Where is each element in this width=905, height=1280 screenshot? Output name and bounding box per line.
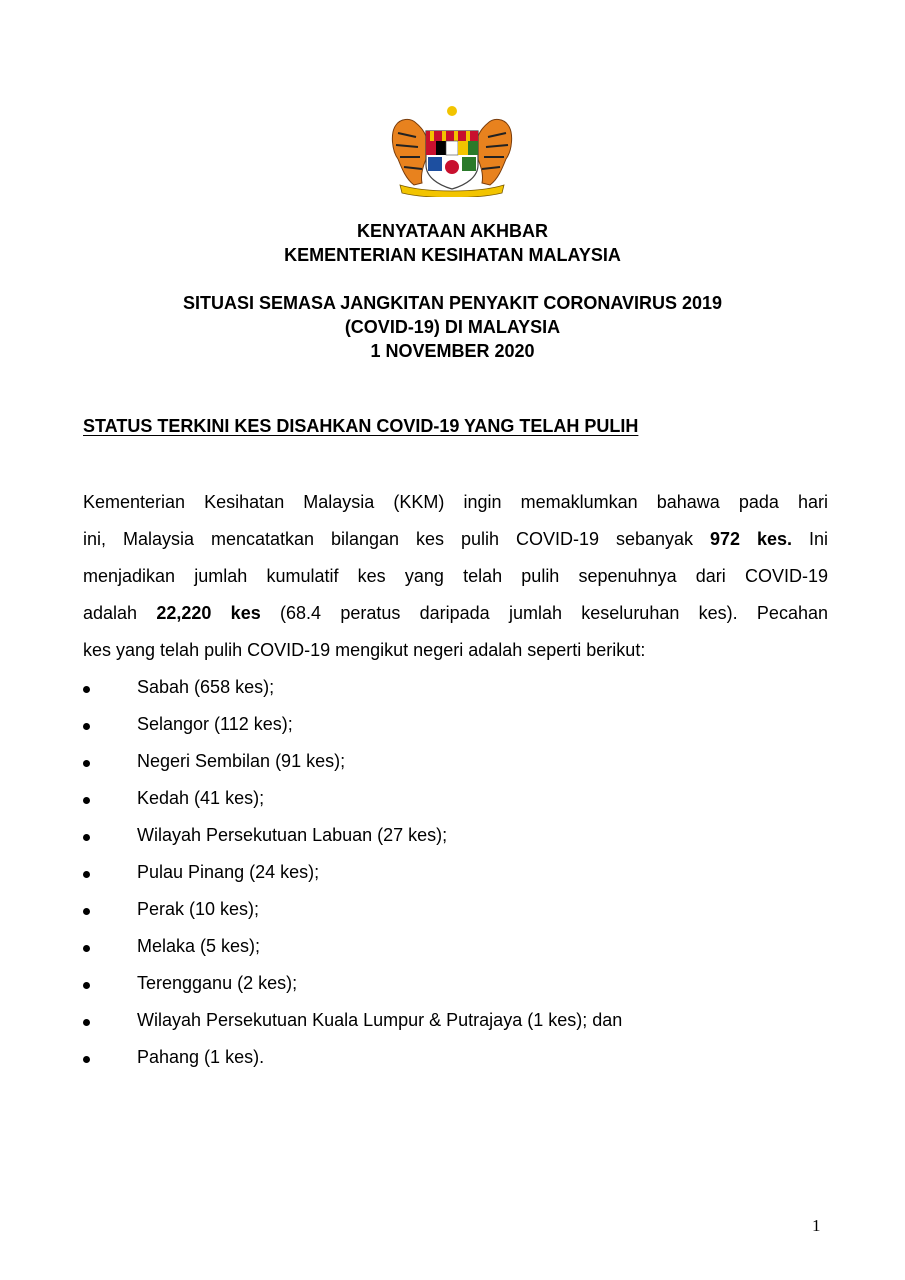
- paragraph-line: [83, 595, 828, 632]
- bullet-icon: [83, 723, 90, 730]
- bullet-icon: [83, 1019, 90, 1026]
- malaysia-coat-of-arms-icon: [386, 103, 518, 197]
- state-recovery-list: [83, 669, 622, 1076]
- bullet-icon: [83, 686, 90, 693]
- cumulative-recovered-count: 22,220 kes: [156, 603, 261, 623]
- state-entry: Terengganu (2 kes);: [137, 973, 298, 993]
- bullet-icon: [83, 1056, 90, 1063]
- ministry-name: KEMENTERIAN KESIHATAN MALAYSIA: [284, 245, 621, 265]
- state-entry: Kedah (41 kes);: [137, 788, 265, 808]
- section-title: STATUS TERKINI KES DISAHKAN COVID-19 YANG TELAH PULIH: [83, 416, 639, 436]
- list-item: [83, 891, 622, 928]
- state-entry: Melaka (5 kes);: [137, 936, 261, 956]
- paragraph-line: menjadikan jumlah kumulatif kes yang telah pulih sepenuhnya dari COVID-19: [83, 566, 828, 586]
- bullet-icon: [83, 760, 90, 767]
- paragraph-text: adalah: [83, 603, 157, 623]
- state-entry: Wilayah Persekutuan Labuan (27 kes);: [137, 825, 448, 845]
- state-entry: Pulau Pinang (24 kes);: [137, 862, 320, 882]
- bullet-icon: [83, 797, 90, 804]
- list-item: [83, 743, 622, 780]
- state-entry: Pahang (1 kes).: [137, 1047, 265, 1067]
- document-title-line1: SITUASI SEMASA JANGKITAN PENYAKIT CORONAVIRUS 2019: [182, 293, 723, 313]
- paragraph-line: Kementerian Kesihatan Malaysia (KKM) ingin memaklumkan bahawa pada hari: [83, 492, 828, 512]
- press-statement-heading: KENYATAAN AKHBAR: [356, 221, 548, 241]
- state-entry: Selangor (112 kes);: [137, 714, 293, 734]
- summary-paragraph: [83, 484, 828, 669]
- list-item: [83, 817, 622, 854]
- daily-recovered-count: 972 kes.: [709, 529, 793, 549]
- list-item: [83, 1039, 622, 1076]
- bullet-icon: [83, 908, 90, 915]
- list-item: [83, 928, 622, 965]
- state-entry: Negeri Sembilan (91 kes);: [137, 751, 346, 771]
- state-entry: Perak (10 kes);: [137, 899, 260, 919]
- list-item: [83, 780, 622, 817]
- paragraph-text: ini, Malaysia mencatatkan bilangan kes pulih COVID-19 sebanyak: [83, 529, 710, 549]
- paragraph-line: kes yang telah pulih COVID-19 mengikut negeri adalah seperti berikut:: [83, 640, 646, 660]
- paragraph-line: [83, 521, 828, 558]
- bullet-icon: [83, 945, 90, 952]
- list-item: [83, 854, 622, 891]
- list-item: [83, 965, 622, 1002]
- list-item: [83, 1002, 622, 1039]
- bullet-icon: [83, 834, 90, 841]
- paragraph-text: Ini: [792, 529, 828, 549]
- document-date: 1 NOVEMBER 2020: [370, 341, 535, 361]
- list-item: [83, 706, 622, 743]
- list-item: [83, 669, 622, 706]
- state-entry: Wilayah Persekutuan Kuala Lumpur & Putrajaya (1 kes); dan: [137, 1010, 623, 1030]
- state-entry: Sabah (658 kes);: [137, 677, 275, 697]
- bullet-icon: [83, 871, 90, 878]
- document-title-line2: (COVID-19) DI MALAYSIA: [344, 317, 561, 337]
- paragraph-text: (68.4 peratus daripada jumlah keseluruhan kes). Pecahan: [260, 603, 828, 623]
- bullet-icon: [83, 982, 90, 989]
- page-number: 1: [812, 1216, 821, 1235]
